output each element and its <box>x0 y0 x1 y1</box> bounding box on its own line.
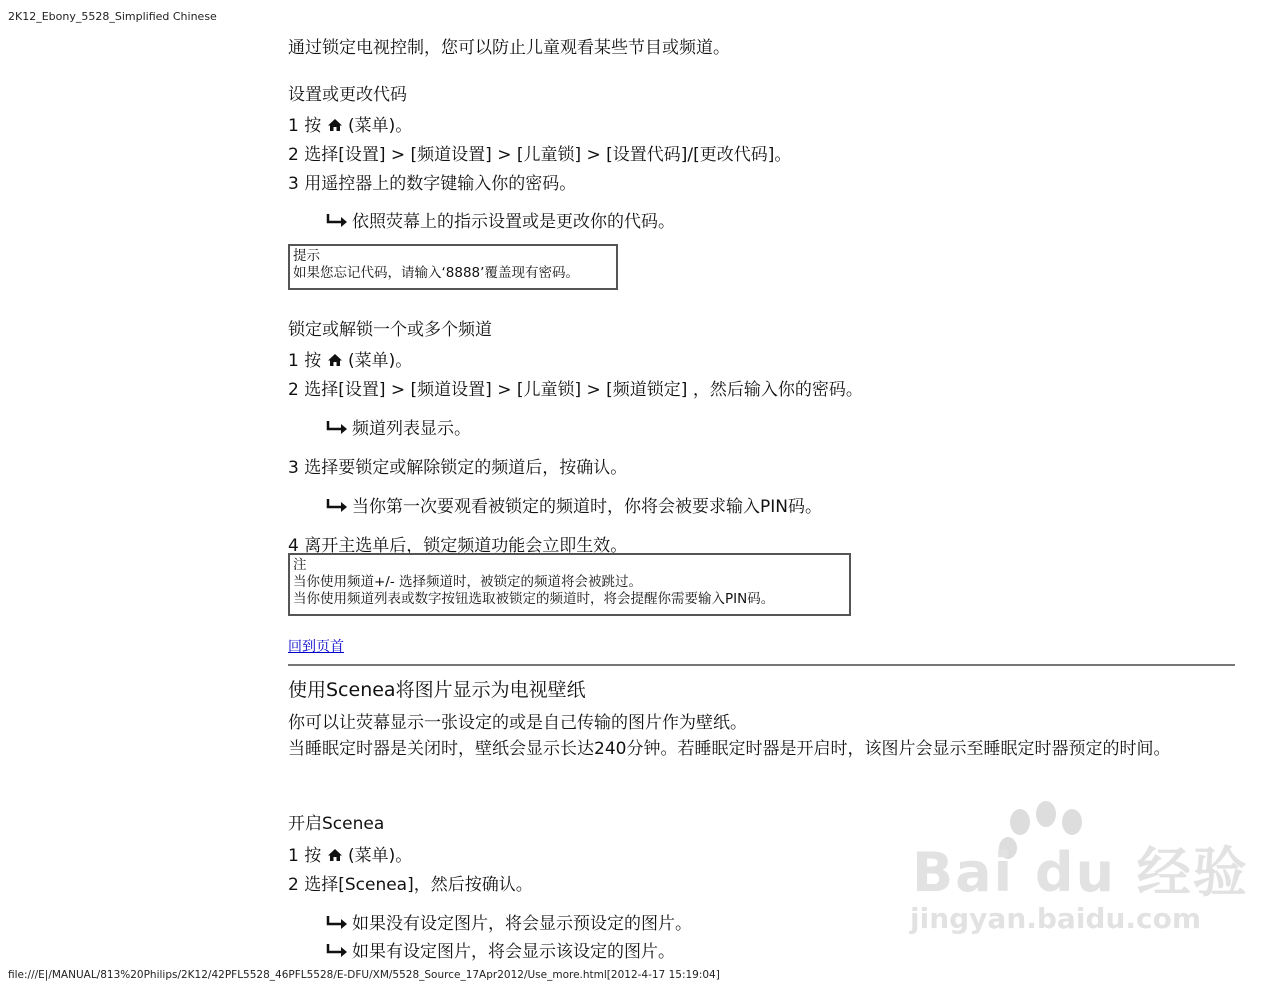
code-step-1 <box>288 111 412 136</box>
lock-step-2: 2 选择[设置] > [频道设置] > [儿童锁] > [频道锁定] ，然后输入你的密码。 <box>288 380 863 400</box>
intro-text: 通过锁定电视控制，您可以防止儿童观看某些节目或频道。 <box>288 38 730 58</box>
result-arrow-icon <box>326 914 352 934</box>
scenea-result-a: 如果没有设定图片，将会显示预设定的图片。 <box>326 909 692 934</box>
lock-result-3: 当你第一次要观看被锁定的频道时，你将会被要求输入PIN码。 <box>326 492 822 517</box>
page-header: 2K12_Ebony_5528_Simplified Chinese <box>8 10 217 23</box>
step-text: 1 按 <box>288 351 322 371</box>
tip-box <box>288 244 618 290</box>
code-step-2: 2 选择[设置] > [频道设置] > [儿童锁] > [设置代码]/[更改代码]。 <box>288 145 792 165</box>
lock-step-4: 4 离开主选单后，锁定频道功能会立即生效。 <box>288 536 628 556</box>
note-title: 注 <box>293 557 307 573</box>
lock-result-2: 频道列表显示。 <box>326 414 471 439</box>
scenea-step-2: 2 选择[Scenea]，然后按确认。 <box>288 875 533 895</box>
scenea-para-1: 你可以让荧幕显示一张设定的或是自己传输的图片作为壁纸。 <box>288 713 747 733</box>
home-icon <box>327 353 343 367</box>
step-text: 1 按 <box>288 116 322 136</box>
note-box <box>288 553 851 616</box>
lock-step-3: 3 选择要锁定或解除锁定的频道后，按确认。 <box>288 458 628 478</box>
step-text: (菜单)。 <box>348 351 413 371</box>
step-text: (菜单)。 <box>348 116 413 136</box>
note-line-2: 当你使用频道列表或数字按钮选取被锁定的频道时，将会提醒你需要输入PIN码。 <box>293 591 775 607</box>
section-divider <box>288 664 1235 666</box>
section-lock-title: 锁定或解锁一个或多个频道 <box>288 320 492 340</box>
lock-step-1 <box>288 346 412 371</box>
result-arrow-icon <box>326 212 352 232</box>
step-text: 1 按 <box>288 846 322 866</box>
tip-title: 提示 <box>293 248 320 264</box>
scenea-step-1 <box>288 841 412 866</box>
scenea-heading: 使用Scenea将图片显示为电视壁纸 <box>288 679 586 701</box>
tip-text: 如果您忘记代码，请输入‘8888’覆盖现有密码。 <box>293 265 579 281</box>
page-footer-url: file:///E|/MANUAL/813%20Philips/2K12/42PFL5528_46PFL5528/E-DFU/XM/5528_Source_17Apr2012/Use_more.html[2012-4-17 15:19:04] <box>8 969 720 981</box>
scenea-sub-title: 开启Scenea <box>288 814 385 834</box>
code-step-3: 3 用遥控器上的数字键输入你的密码。 <box>288 174 577 194</box>
result-arrow-icon <box>326 942 352 962</box>
scenea-para-2: 当睡眠定时器是关闭时，壁纸会显示长达240分钟。若睡眠定时器是开启时，该图片会显示至睡眠定时器预定的时间。 <box>288 739 1171 759</box>
step-text: (菜单)。 <box>348 846 413 866</box>
code-result: 依照荧幕上的指示设置或是更改你的代码。 <box>326 207 675 232</box>
watermark-url: jingyan.baidu.com <box>910 902 1202 935</box>
result-arrow-icon <box>326 497 352 517</box>
scenea-result-b: 如果有设定图片，将会显示该设定的图片。 <box>326 937 675 962</box>
home-icon <box>327 848 343 862</box>
back-to-top-link[interactable]: 回到页首 <box>288 639 344 655</box>
home-icon <box>327 118 343 132</box>
baidu-watermark <box>900 800 1249 940</box>
section-code-title: 设置或更改代码 <box>288 85 407 105</box>
result-arrow-icon <box>326 419 352 439</box>
note-line-1: 当你使用频道+/- 选择频道时，被锁定的频道将会被跳过。 <box>293 574 643 590</box>
watermark-brand: Bai du 经验 <box>912 841 1249 904</box>
